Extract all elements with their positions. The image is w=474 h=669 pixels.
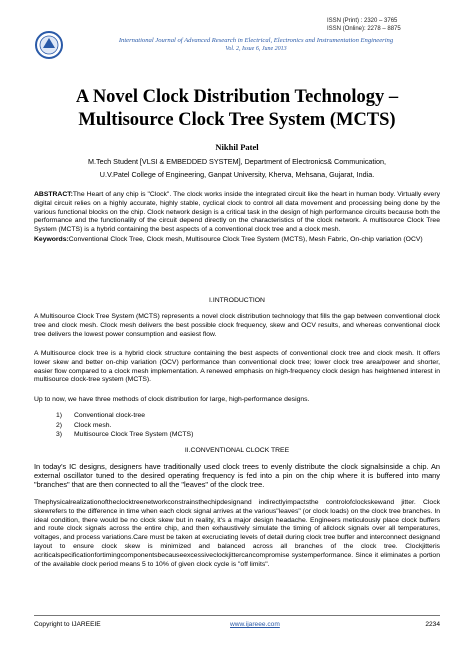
- intro-paragraph-2: A Multisource clock tree is a hybrid clock structure containing the best aspects of conventional clock tree and clock mesh. It offers lower skew and better on-chip variation (OCV) performance than conventional clock tree; lower clock tree area/power and shorter, easier flow compared to a clock mesh implementation. A renewed emphasis on high-frequency clock design has heightened interest in multisource clock-tree system (MCTS).: [34, 350, 440, 384]
- abstract-label: ABSTRACT:: [34, 191, 73, 198]
- journal-name: International Journal of Advanced Research in Electrical, Electronics and Instrumentation Engineering: [118, 37, 394, 44]
- list-item: [56, 411, 356, 421]
- journal-logo: [34, 30, 64, 60]
- abstract-text: The Heart of any chip is "Clock". The clock works inside the integrated circuit like the heart in human body. Virtually every digital circuit relies on a highly accurate, highly stable, cyclical clock to control all data movement and processing being done by the various functional blocks on the chip. Clock network design is a critical task in the design of high performance circuits because both the performance and the functionality of the circuit depend directly on the characteristics of the clock network. A multisource Clock Tree System (MCTS) is a hybrid containing the best aspects of a conventional clock tree and a clock mesh.: [34, 191, 440, 234]
- footer-website-link[interactable]: www.ijareee.com: [230, 621, 280, 628]
- journal-header: [76, 37, 436, 53]
- issn-block: [327, 17, 437, 33]
- issn-print: ISSN (Print) : 2320 – 3765: [327, 18, 398, 24]
- list-item-label: Conventional clock-tree: [74, 412, 146, 419]
- intro-paragraph-1: A Multisource Clock Tree System (MCTS) represents a novel clock distribution technology that fills the gap between conventional clock tree and clock mesh. Clock mesh delivers the best possible clock frequency, skew and OCV results, and whereas conventional clock tree delivers the lowest power consumption and easiest flow.: [34, 313, 440, 338]
- list-item: [56, 430, 356, 440]
- issn-online: ISSN (Online): 2278 – 8875: [327, 26, 401, 32]
- list-item-number: 3): [56, 431, 63, 438]
- section-heading-introduction: I.INTRODUCTION: [209, 297, 265, 304]
- methods-list: [56, 411, 356, 440]
- footer-divider: [34, 615, 440, 616]
- list-item-label: Clock mesh.: [74, 421, 112, 429]
- page-number: 2234: [425, 621, 440, 628]
- volume-info: Vol. 2, Issue 6, June 2013: [225, 46, 287, 52]
- title-line-1: A Novel Clock Distribution Technology –: [75, 87, 399, 107]
- author-name: Nikhil Patel: [215, 142, 259, 152]
- list-item-label: Multisource Clock Tree System (MCTS): [74, 431, 194, 438]
- keywords-label: Keywords:: [34, 236, 69, 243]
- list-item-number: 1): [56, 412, 63, 419]
- affiliation-line-2: U.V.Patel College of Engineering, Ganpat University, Kherva, Mehsana, Gujarat, India.: [99, 170, 375, 179]
- paper-title: [34, 86, 440, 132]
- intro-paragraph-3: Up to now, we have three methods of clock distribution for large, high-performance designs.: [34, 396, 310, 403]
- section-heading-conventional-clock-tree: II.CONVENTIONAL CLOCK TREE: [184, 447, 290, 454]
- list-item: [56, 421, 356, 431]
- abstract: [34, 191, 440, 235]
- conventional-paragraph-1: In today's IC designs, designers have traditionally used clock trees to evenly distribute the clock signalsinside a chip. An external oscillator tuned to the desired operating frequency is fed into a pin on the chip where it is buffered into many "branches" that are then connected to all the "leaves" of the clock tree.: [34, 462, 440, 489]
- title-line-2: Multisource Clock Tree System (MCTS): [78, 110, 396, 130]
- list-item-number: 2): [56, 421, 63, 429]
- footer-copyright: Copyright to IJAREEIE: [34, 621, 101, 628]
- keywords-text: Conventional Clock Tree, Clock mesh, Multisource Clock Tree System (MCTS), Mesh Fabric, On-chip variation (OCV): [68, 236, 423, 243]
- affiliation-line-1: M.Tech Student [VLSI & EMBEDDED SYSTEM], Department of Electronics& Communication,: [88, 157, 386, 166]
- conventional-paragraph-2: Thephysicalrealizationoftheclocktreenetworkconstrainsthechipdesignand indirectlyimpactsthe controlofclockskewand jitter. Clock skewrefers to the difference in time when each clock signal arrives at the various"leaves" (or clock loads) on the clock tree branches. In ideal condition, there would be no clock skew but in reality, it's a major design headache. Engineers meticulously place clock buffers and route clock signals across the entire chip, and then exhaustively simulate the timing of allclock signals over all temperatures, voltages, and process variations.Care must be taken at excruciating levels of detail during clock tree buffer and interconnect designand layout to ensure clock skew is minimized and balanced across all branches of the clock tree. Clockjitteris acriticalspecificationfortimingcomponentsbecauseexcessiveclockjittercancompromise systemperformance. Since it eliminates a portion of the available clock period means 5 to 10% of given clock cycle is "off limits".: [34, 499, 440, 568]
- keywords: [34, 236, 440, 245]
